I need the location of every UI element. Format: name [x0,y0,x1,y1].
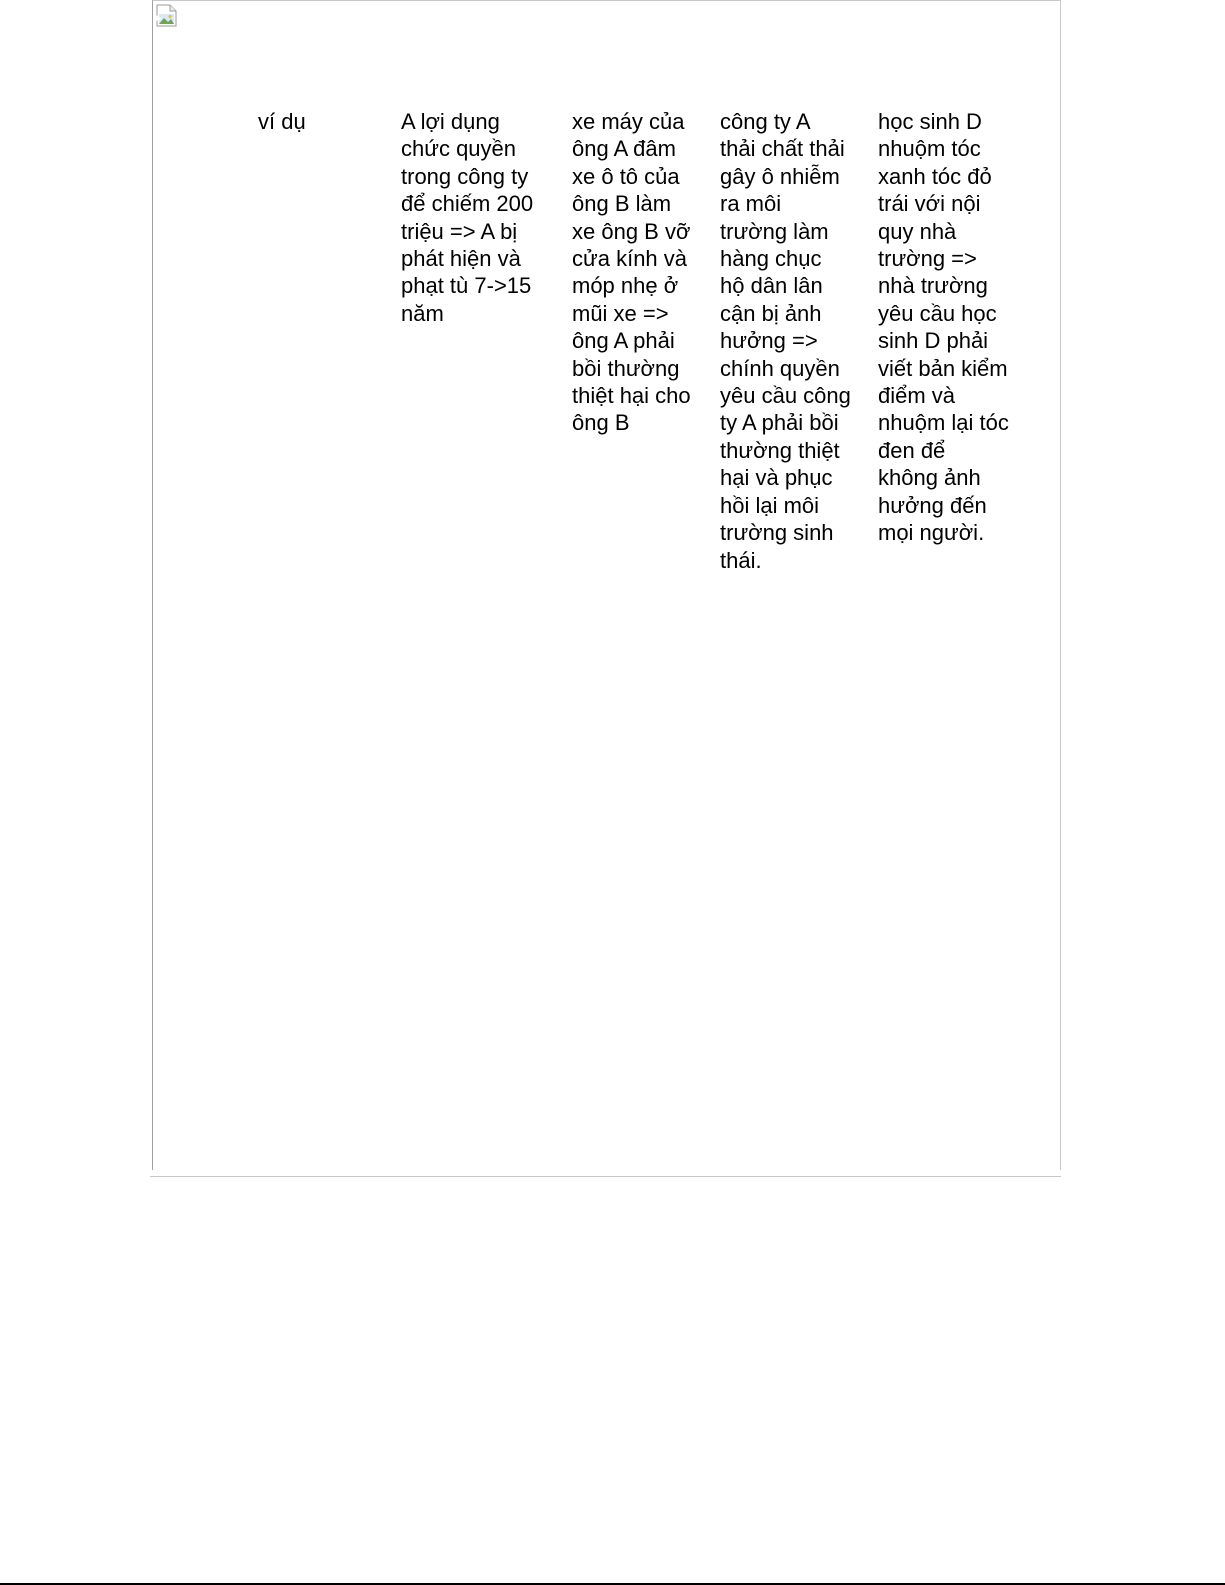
example-cell-4: học sinh D nhuộm tóc xanh tóc đỏ trái với nội quy nhà trường => nhà trường yêu cầu học sinh D phải viết bản kiểm điểm và nhuộm lại tóc đen để không ảnh hưởng đến mọi người. [878,109,1009,546]
row-label: ví dụ [258,109,306,134]
broken-image-icon [156,4,178,28]
document-page [152,0,1061,1170]
example-cell-3: công ty A thải chất thải gây ô nhiễm ra môi trường làm hàng chục hộ dân lân cận bị ảnh hưởng => chính quyền yêu cầu công ty A phải bồi thường thiệt hại và phục hồi lại môi trường sinh thái. [720,109,851,573]
example-cell-1: A lợi dụng chức quyền trong công ty để chiếm 200 triệu => A bị phát hiện và phạt tù 7->15 năm [401,109,534,326]
example-cell-2: xe máy của ông A đâm xe ô tô của ông B làm xe ông B vỡ cửa kính và móp nhẹ ở mũi xe => ông A phải bồi thường thiệt hại cho ông B [572,109,691,436]
page-bottom-divider [150,1176,1061,1177]
